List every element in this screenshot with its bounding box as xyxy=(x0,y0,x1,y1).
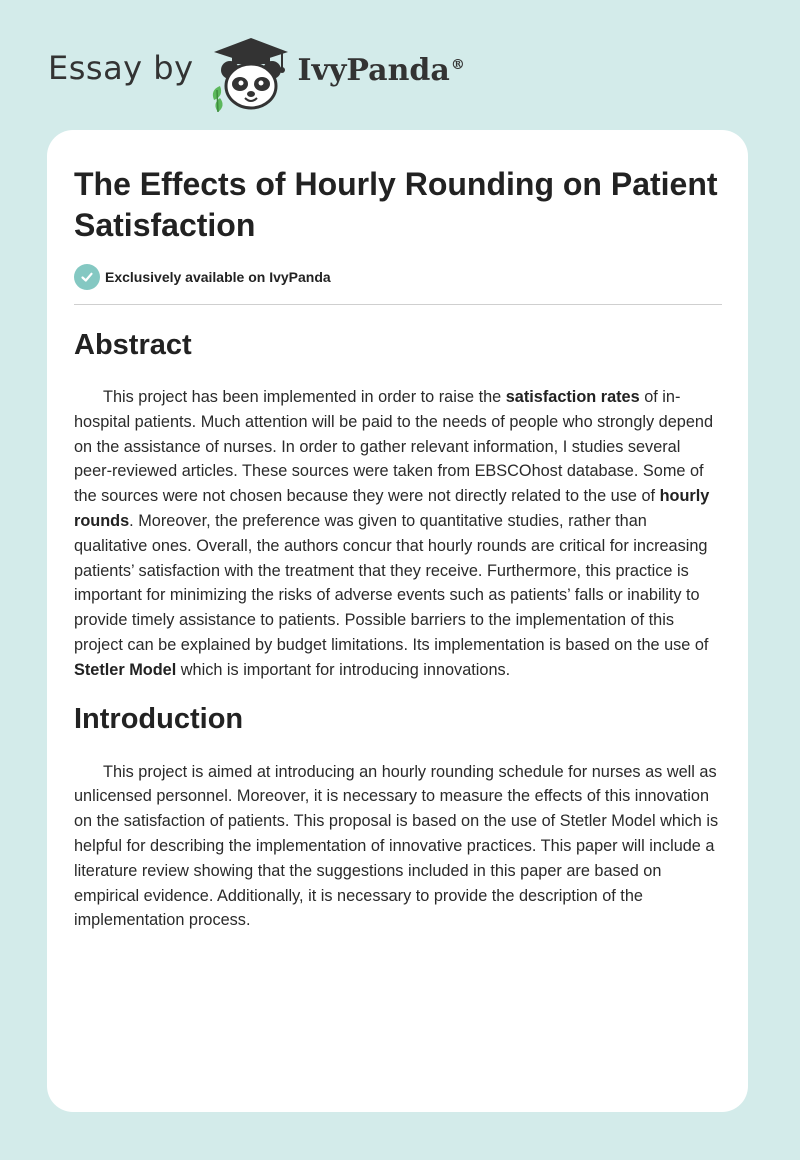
abstract-paragraph xyxy=(74,385,722,683)
exclusive-badge-label: Exclusively available on IvyPanda xyxy=(105,269,331,285)
abstract-text-1: This project has been implemented in order to raise the xyxy=(103,388,506,406)
abstract-text-2: of in-hospital patients. Much attention will be paid to the needs of people who strongly depend on the assistance of nurses. In order to gather relevant information, I studies several peer-reviewed articles. These sources were taken from EBSCOhost database. Some of the sources were not chosen because they were not directly related to the use of xyxy=(74,388,714,506)
section-heading-introduction: Introduction xyxy=(74,702,244,735)
keyword-satisfaction-rates: satisfaction rates xyxy=(505,388,640,406)
page-title: The Effects of Hourly Rounding on Patient Satisfaction xyxy=(74,166,718,243)
introduction-paragraph: This project is aimed at introducing an hourly rounding schedule for nurses as well as unlicensed personnel. Moreover, it is necessary to measure the effects of this innovation on the satisfaction of patients. This proposal is based on the use of Stetler Model which is helpful for describing the implementation of innovative practices. This paper will include a literature review showing that the suggestions included in this paper are based on empirical evidence. Additionally, it is necessary to provide the description of the implementation process. xyxy=(74,762,719,930)
section-heading-abstract: Abstract xyxy=(74,329,192,361)
abstract-text-3: . Moreover, the preference was given to quantitative studies, rather than qualitative ones. Overall, the authors concur that hourly rounds are critical for increasing patients’ satisfaction with the treatment that they receive. Furthermore, this practice is important for minimizing the risks of adverse events such as patients’ falls or inability to provide timely assistance to patients. Possible barriers to the implementation of this project can be explained by budget limitations. Its implementation is based on the use of xyxy=(74,511,709,654)
essay-card xyxy=(47,130,748,1112)
divider xyxy=(74,304,722,305)
panda-logo-icon xyxy=(208,34,294,114)
keyword-stetler-model: Stetler Model xyxy=(74,660,177,679)
brand-prefix: Essay by xyxy=(48,49,194,87)
brand-name-text: IvyPanda xyxy=(297,52,450,88)
site-brand[interactable] xyxy=(48,34,465,114)
keyword-hourly-rounds: hourly rounds xyxy=(74,487,710,530)
abstract-text-4: which is important for introducing innovations. xyxy=(176,660,511,679)
exclusive-badge xyxy=(74,264,722,290)
brand-name xyxy=(298,53,465,88)
registered-mark: ® xyxy=(450,56,465,73)
check-icon xyxy=(74,264,100,290)
